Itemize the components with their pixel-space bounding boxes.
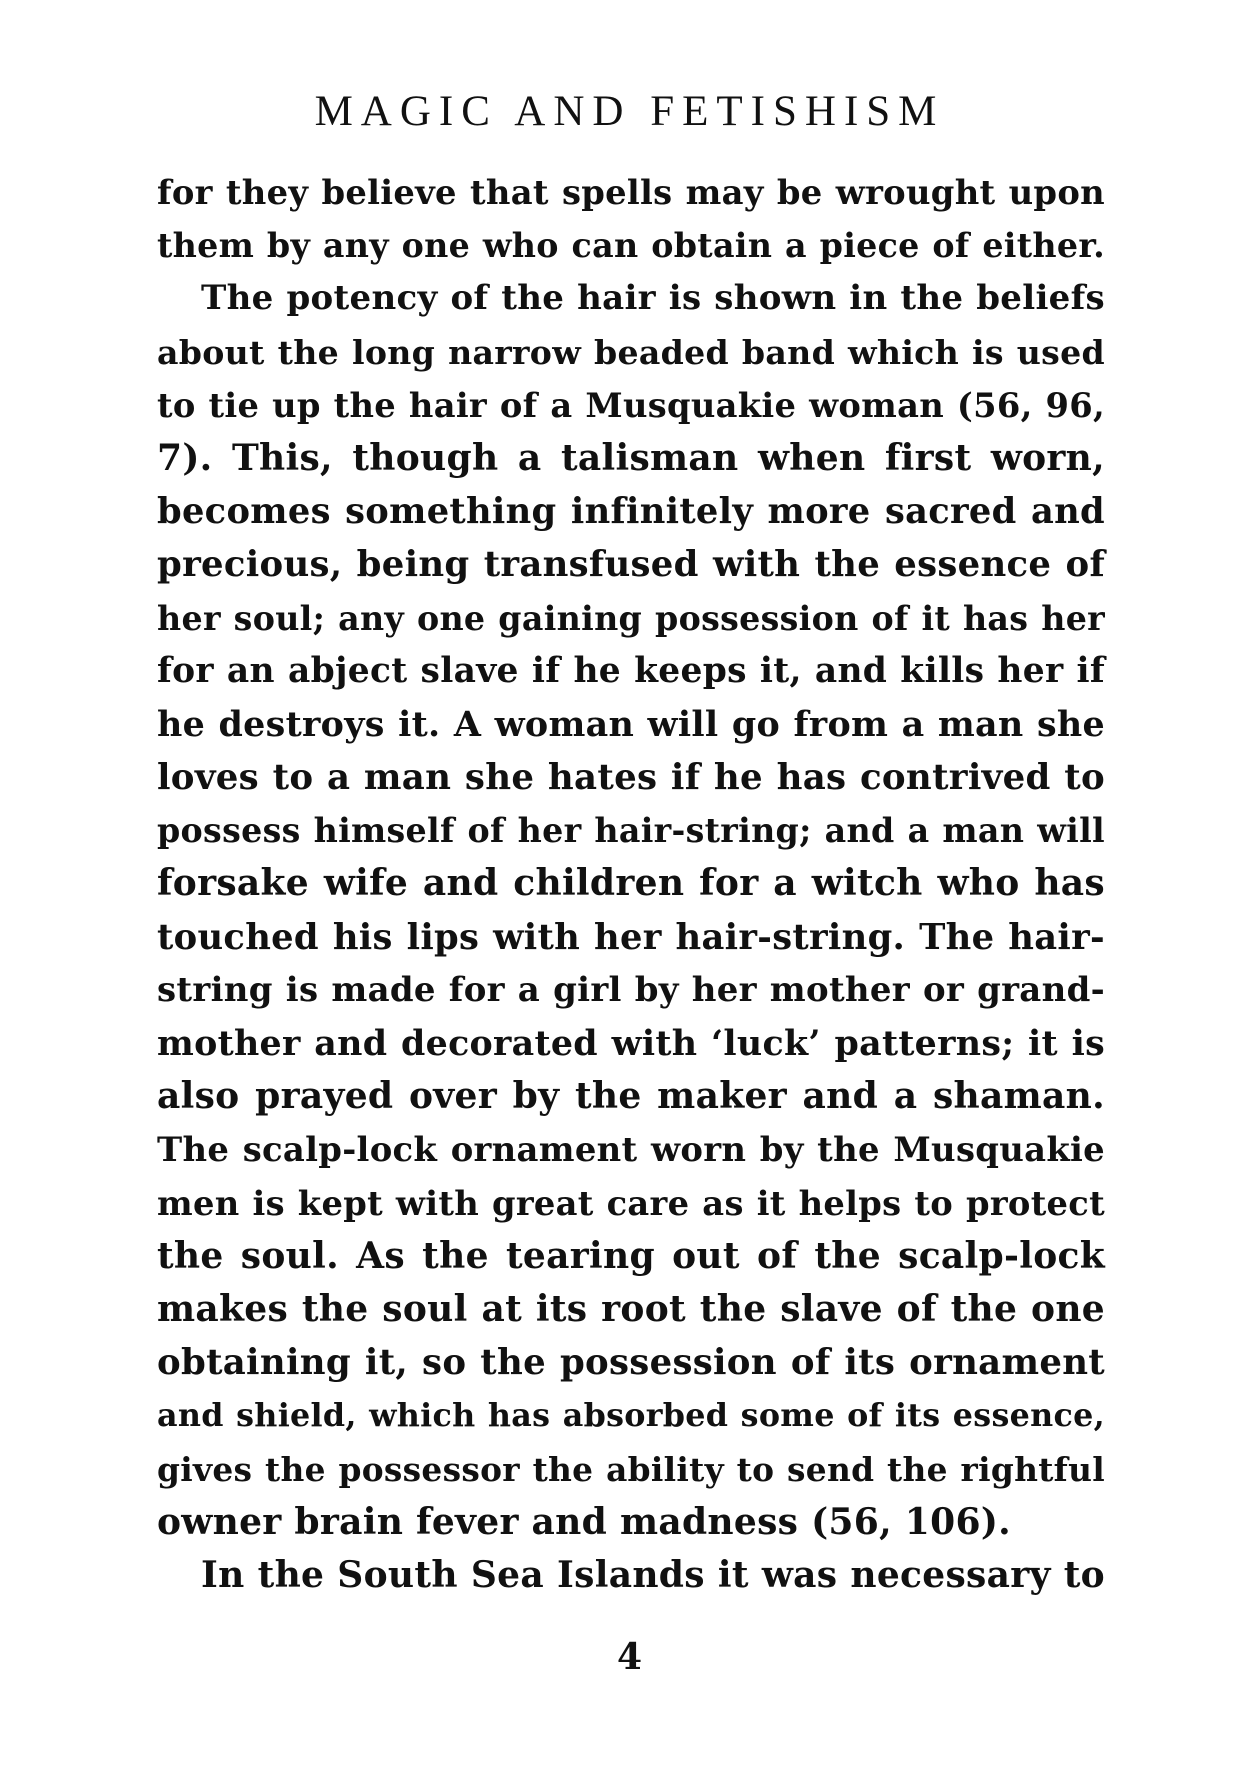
text-line: obtaining it, so the possession of its ornament	[157, 1342, 1105, 1384]
text-line: becomes something infinitely more sacred and	[157, 491, 1105, 533]
text-line: touched his lips with her hair-string. The hair-	[157, 916, 1105, 958]
text-line-paragraph-start: The potency of the hair is shown in the beliefs	[201, 278, 1105, 319]
text-line: to tie up the hair of a Musquakie woman (56, 96,	[157, 384, 1105, 425]
text-line: makes the soul at its root the slave of the one	[157, 1287, 1105, 1330]
text-line: forsake wife and children for a witch who has	[157, 862, 1105, 905]
text-line: them by any one who can obtain a piece of either.	[157, 226, 1105, 266]
text-line: loves to a man she hates if he has contrived to	[157, 757, 1105, 799]
body-text	[157, 166, 1105, 1602]
running-title: MAGIC AND FETISHISM	[314, 88, 945, 135]
text-line: mother and decorated with ‘luck’ patterns; it is	[157, 1023, 1105, 1064]
text-line: and shield, which has absorbed some of its essence,	[157, 1397, 1105, 1435]
text-line: possess himself of her hair-string; and a man will	[157, 811, 1105, 851]
text-line: 7). This, though a talisman when first worn,	[157, 436, 1105, 479]
text-line: men is kept with great care as it helps to protect	[157, 1182, 1105, 1223]
text-line: her soul; any one gaining possession of it has her	[157, 598, 1105, 638]
page-number: 4	[616, 1636, 643, 1678]
text-line: for an abject slave if he keeps it, and kills her if	[157, 650, 1105, 691]
text-line: for they believe that spells may be wrought upon	[157, 172, 1105, 212]
text-line-paragraph-start: In the South Sea Islands it was necessary to	[201, 1553, 1105, 1596]
text-line: he destroys it. A woman will go from a man she	[157, 703, 1105, 745]
text-line: precious, being transfused with the essence of	[157, 544, 1105, 586]
text-line: gives the possessor the ability to send the rightful	[157, 1449, 1105, 1489]
text-line-paragraph-end: owner brain fever and madness (56, 106).	[157, 1500, 1011, 1543]
text-line: about the long narrow beaded band which is used	[157, 332, 1105, 372]
text-line: string is made for a girl by her mother or grand-	[157, 969, 1105, 1010]
text-line: also prayed over by the maker and a shaman.	[157, 1075, 1105, 1118]
text-line: the soul. As the tearing out of the scalp-lock	[157, 1234, 1105, 1277]
text-line: The scalp-lock ornament worn by the Musquakie	[157, 1129, 1105, 1170]
